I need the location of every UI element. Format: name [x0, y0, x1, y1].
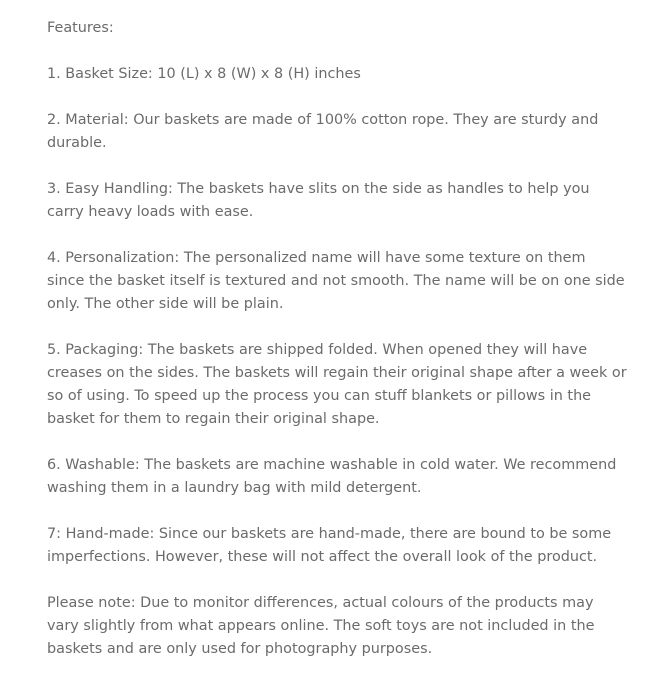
- feature-packaging: 5. Packaging: The baskets are shipped folded. When opened they will have creases on the sides. The baskets will regain their original shape after a week or so of using. To speed up the process you can stuff blankets or pillows in the basket for them to regain their original shape.: [47, 342, 627, 427]
- feature-material: 2. Material: Our baskets are made of 100% cotton rope. They are sturdy and durable.: [47, 112, 599, 151]
- features-heading: Features:: [47, 20, 114, 36]
- feature-easy-handling: 3. Easy Handling: The baskets have slits on the side as handles to help you carry heavy loads with ease.: [47, 181, 590, 220]
- feature-hand-made: 7: Hand-made: Since our baskets are hand-made, there are bound to be some imperfections. However, these will not affect the overall look of the product.: [47, 526, 612, 565]
- disclaimer-note: Please note: Due to monitor differences, actual colours of the products may vary slightly from what appears online. The soft toys are not included in the baskets and are only used for photography purposes.: [47, 595, 595, 657]
- feature-basket-size: 1. Basket Size: 10 (L) x 8 (W) x 8 (H) inches: [47, 66, 361, 82]
- product-description: [47, 17, 627, 661]
- feature-washable: 6. Washable: The baskets are machine washable in cold water. We recommend washing them in a laundry bag with mild detergent.: [47, 457, 617, 496]
- feature-personalization: 4. Personalization: The personalized name will have some texture on them since the basket itself is textured and not smooth. The name will be on one side only. The other side will be plain.: [47, 250, 625, 312]
